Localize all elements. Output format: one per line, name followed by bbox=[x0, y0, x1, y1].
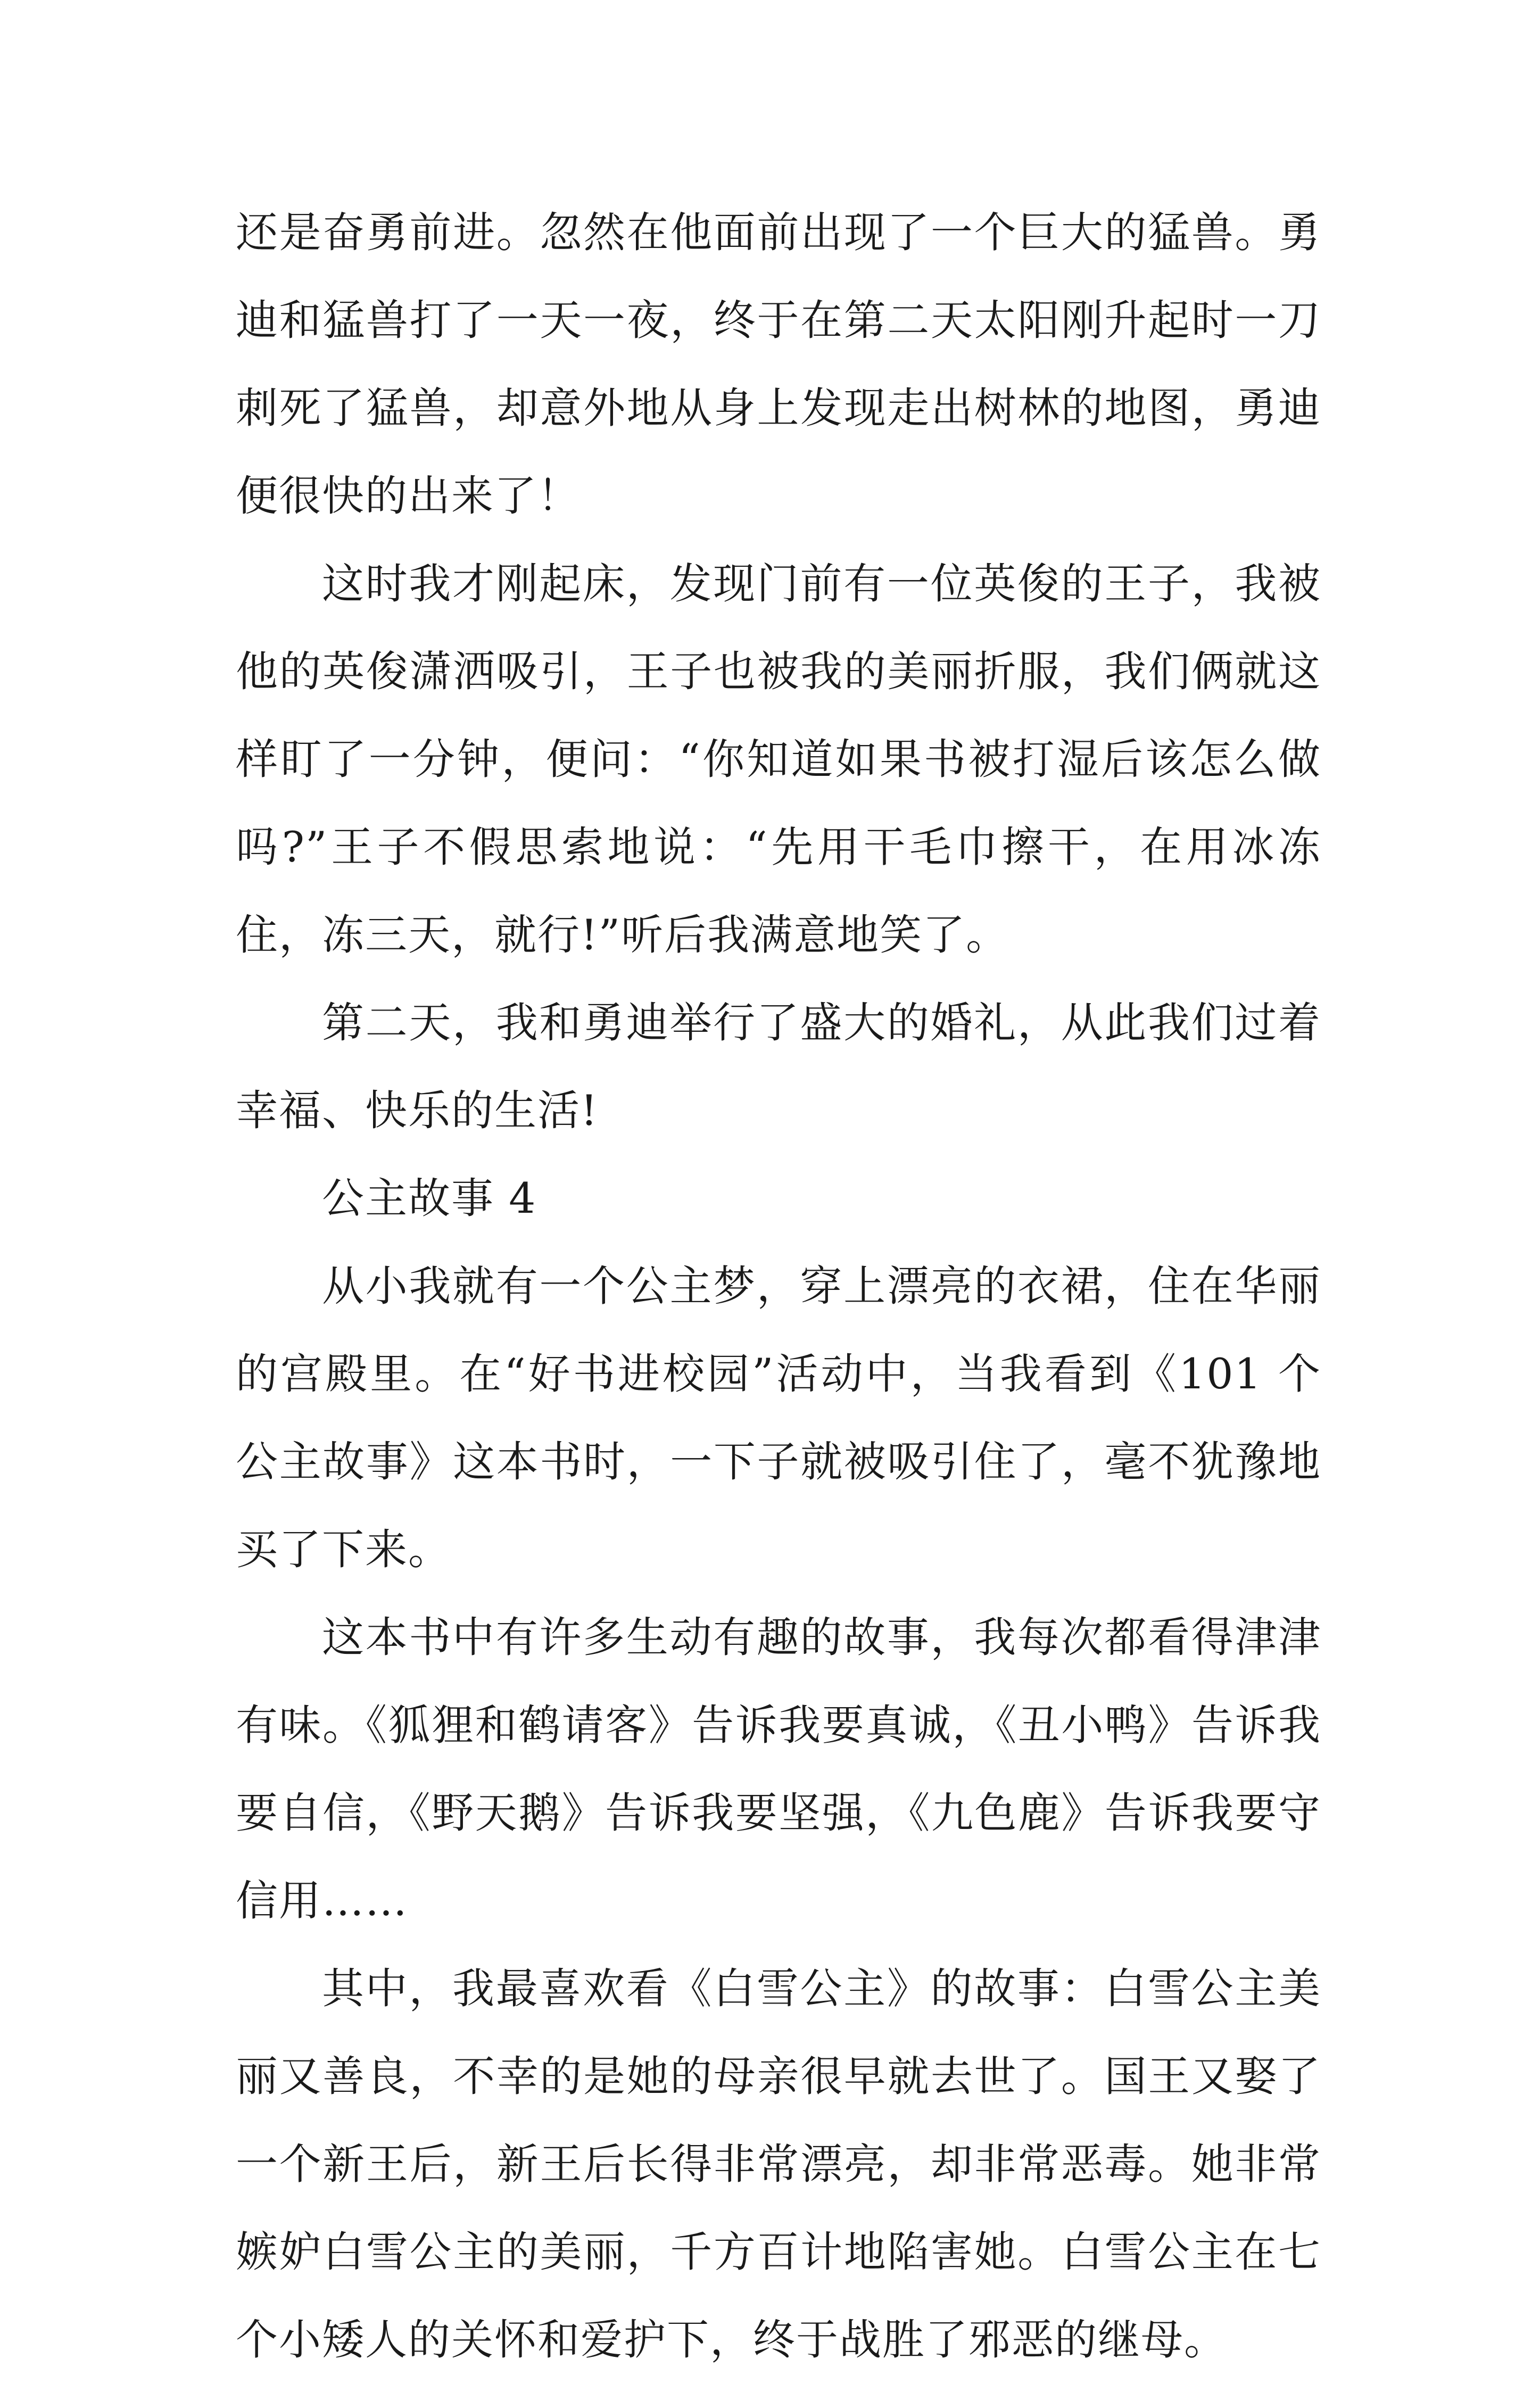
paragraph-princess-dream: 从小我就有一个公主梦，穿上漂亮的衣裙，住在华丽的宫殿里。在“好书进校园”活动中，当我看到《101 个公主故事》这本书时，一下子就被吸引住了，毫不犹豫地买了下来。 bbox=[236, 1262, 1321, 1574]
paragraph-snow-white: 其中，我最喜欢看《白雪公主》的故事：白雪公主美丽又善良，不幸的是她的母亲很早就去世了。国王又娶了一个新王后，新王后长得非常漂亮，却非常恶毒。她非常嫉妒白雪公主的美丽，千方百计地陷害她。白雪公主在七个小矮人的关怀和爱护下，终于战胜了邪恶的继母。 bbox=[236, 1964, 1321, 2364]
paragraph-continuation: 还是奋勇前进。忽然在他面前出现了一个巨大的猛兽。勇迪和猛兽打了一天一夜，终于在第二天太阳刚升起时一刀刺死了猛兽，却意外地从身上发现走出树林的地图，勇迪便很快的出来了！ bbox=[236, 208, 1321, 520]
section-title: 公主故事 4 bbox=[322, 1174, 537, 1223]
document-body bbox=[236, 189, 1321, 2384]
paragraph-wedding: 第二天，我和勇迪举行了盛大的婚礼，从此我们过着幸福、快乐的生活! bbox=[236, 998, 1321, 1135]
paragraph-prince: 这时我才刚起床，发现门前有一位英俊的王子，我被他的英俊潇洒吸引，王子也被我的美丽折服，我们俩就这样盯了一分钟，便问：“你知道如果书被打湿后该怎么做吗?”王子不假思索地说：“先用干毛巾擦干，在用冰冻住，冻三天，就行!”听后我满意地笑了。 bbox=[236, 559, 1321, 959]
paragraph-book-stories: 这本书中有许多生动有趣的故事，我每次都看得津津有味。《狐狸和鹤请客》告诉我要真诚，《丑小鸭》告诉我要自信，《野天鹅》告诉我要坚强，《九色鹿》告诉我要守信用…… bbox=[236, 1613, 1321, 1925]
